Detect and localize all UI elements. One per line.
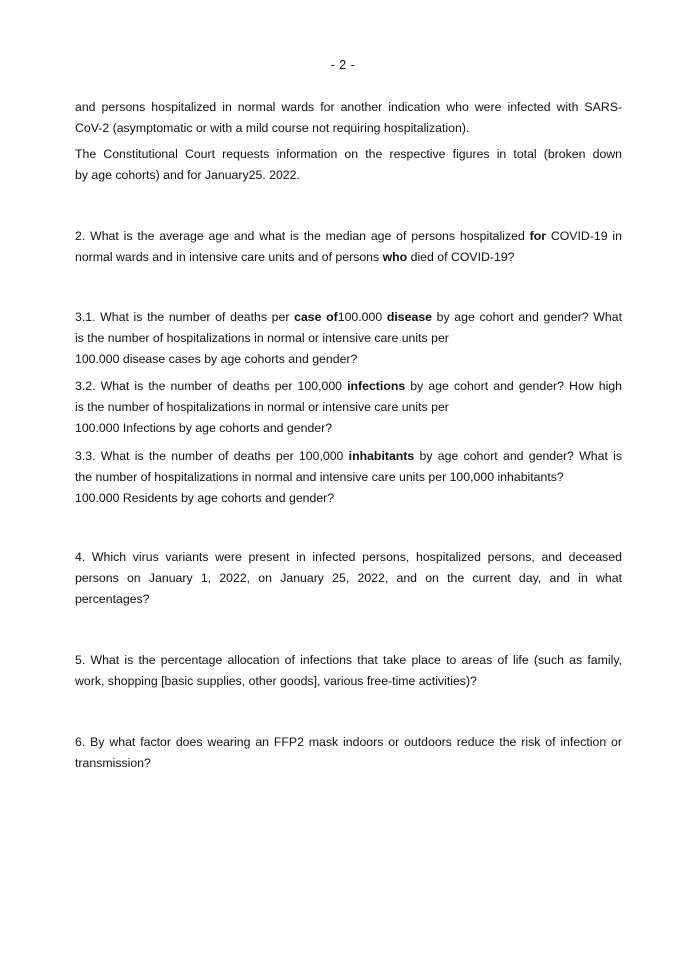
text-run: 100.000 (337, 310, 387, 324)
question-2 (75, 226, 622, 268)
bold-text: who (382, 250, 408, 264)
paragraph-court-request (75, 144, 622, 186)
question-4 (75, 547, 622, 610)
text-line (75, 226, 622, 247)
text-line: transmission? (75, 756, 151, 770)
text-line: 100.000 disease cases by age cohorts and gender? (75, 352, 358, 366)
text-run: 3.3. What is the number of deaths per 100,000 (75, 449, 349, 463)
text-run: 3.1. What is the number of deaths per (75, 310, 295, 324)
text-run: COVID-19 in (546, 229, 622, 243)
question-6 (75, 732, 622, 774)
text-line: work, shopping [basic supplies, other goods], various free-time activities)? (75, 674, 477, 688)
paragraph-continuation (75, 97, 622, 139)
question-3-3 (75, 446, 622, 509)
text-run: normal wards and in intensive care units and of persons (75, 250, 383, 264)
text-line: is the number of hospitalizations in normal or intensive care units per (75, 400, 449, 414)
bold-text: disease (386, 310, 432, 324)
text-run: 3.2. What is the number of deaths per 100,000 (75, 379, 348, 393)
bold-text: for (529, 229, 547, 243)
text-line: percentages? (75, 592, 150, 606)
text-line (75, 307, 622, 328)
text-line (75, 247, 622, 268)
text-line: is the number of hospitalizations in normal or intensive care units per (75, 331, 449, 345)
text-line: and persons hospitalized in normal wards for another indication who were infected with SARS- (75, 100, 622, 114)
text-run: died of COVID-19? (407, 250, 515, 264)
text-line (75, 446, 622, 467)
text-line: CoV-2 (asymptomatic or with a mild course not requiring hospitalization). (75, 121, 470, 135)
text-line: The Constitutional Court requests information on the respective figures in total (broken down (75, 147, 622, 161)
text-run: by age cohort and gender? What (432, 310, 622, 324)
text-line: 100.000 Infections by age cohorts and gender? (75, 421, 333, 435)
text-line: persons on January 1, 2022, on January 25, 2022, and on the current day, and in what (75, 571, 622, 585)
text-run: 2. What is the average age and what is the median age of persons hospitalized (75, 229, 530, 243)
text-line (75, 376, 622, 397)
text-line: 5. What is the percentage allocation of infections that take place to areas of life (such as family, (75, 653, 622, 667)
text-line: 6. By what factor does wearing an FFP2 mask indoors or outdoors reduce the risk of infection or (75, 735, 622, 749)
text-line: the number of hospitalizations in normal and intensive care units per 100,000 inhabitants? (75, 470, 564, 484)
text-line: by age cohorts) and for January25. 2022. (75, 168, 300, 182)
text-run: by age cohort and gender? How high (405, 379, 623, 393)
bold-text: infections (347, 379, 406, 393)
question-3-1 (75, 307, 622, 370)
page-number: - 2 - (330, 58, 356, 72)
text-line: 4. Which virus variants were present in infected persons, hospitalized persons, and deceased (75, 550, 622, 564)
question-3-2 (75, 376, 622, 439)
text-line: 100.000 Residents by age cohorts and gender? (75, 491, 335, 505)
bold-text: inhabitants (348, 449, 415, 463)
bold-text: case of (294, 310, 338, 324)
text-run: by age cohort and gender? What is (414, 449, 622, 463)
question-5 (75, 650, 622, 692)
